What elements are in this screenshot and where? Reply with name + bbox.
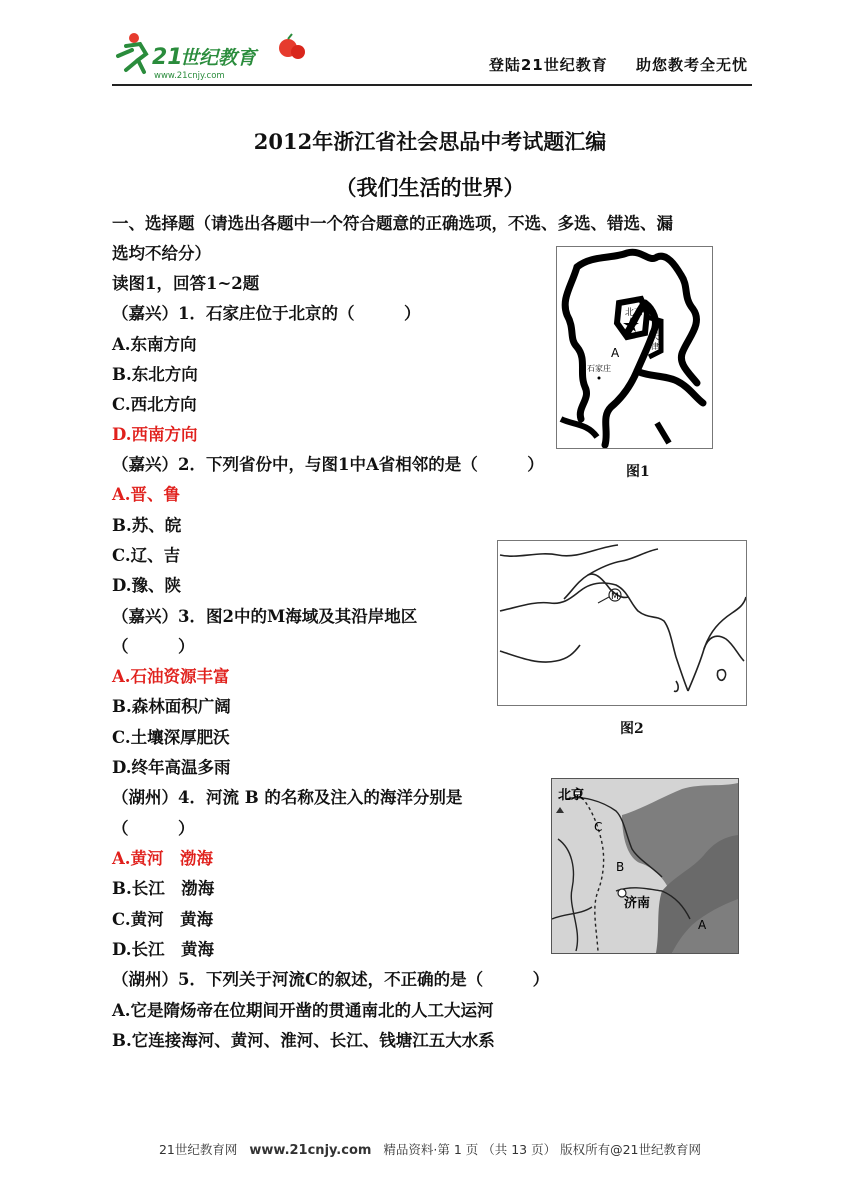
q2-option-a-answer: A.晋、鲁 [112,485,181,504]
q5-option-b: B.它连接海河、黄河、淮河、长江、钱塘江五大水系 [112,1031,495,1050]
page-header [112,30,752,84]
q4-option-d: D.长江 黄海 [112,940,214,959]
document-title: 2012年浙江省社会思品中考试题汇编 [253,129,607,154]
figure-1-map [556,246,713,449]
fig2-label-m-sea: M [611,592,619,602]
question-1-stem: （嘉兴）1．石家庄位于北京的（ ） [112,304,421,323]
footer-site: 21世纪教育网 [158,1142,238,1157]
q4-option-a-answer: A.黄河 渤海 [112,849,214,868]
read-instruction: 读图1，回答1~2题 [112,274,260,293]
fig1-label-tianjin-2: 津 [651,342,659,351]
question-5-stem: （湖州）5．下列关于河流C的叙述，不正确的是（ ） [112,970,550,989]
page-footer [0,1140,860,1158]
q2-option-d: D.豫、陕 [112,576,181,595]
question-2-stem: （嘉兴）2．下列省份中，与图1中A省相邻的是（ ） [112,455,544,474]
q2-option-b: B.苏、皖 [112,516,182,535]
q1-option-c: C.西北方向 [112,395,197,414]
question-3-stem-cont: （ ） [112,637,195,656]
svg-text:21: 21 [152,45,183,70]
q5-option-a: A.它是隋炀帝在位期间开凿的贯通南北的人工大运河 [112,1001,494,1020]
slogan-left: 登陆21世纪教育 [488,56,608,74]
q3-option-a-answer: A.石油资源丰富 [112,667,230,686]
footer-url[interactable]: www.21cnjy.com [249,1143,372,1158]
fig1-label-tianjin-1: 天 [651,332,659,341]
q1-option-b: B.东北方向 [112,365,198,384]
q4-option-c: C.黄河 黄海 [112,910,214,929]
q4-option-b: B.长江 渤海 [112,879,215,898]
q3-option-c: C.土壤深厚肥沃 [112,728,230,747]
figure-3-map [551,778,739,954]
q1-option-d-answer: D.西南方向 [112,425,198,444]
q2-option-c: C.辽、吉 [112,546,181,565]
figure-1-caption: 图1 [626,464,650,480]
svg-text:世纪教育: 世纪教育 [180,47,257,69]
q1-option-a: A.东南方向 [112,335,197,354]
fig3-label-beijing: 北京 [558,788,585,803]
figure-2-caption: 图2 [620,721,644,737]
fig3-label-river-b: B [616,860,625,874]
fig3-label-jinan: 济南 [624,896,651,911]
header-slogan [467,54,748,75]
fig1-label-province-a: A [611,346,620,360]
slogan-right: 助您教考全无忧 [635,56,748,74]
section-heading: 一、选择题（请选出各题中一个符合题意的正确选项，不选、多选、错选、漏 [112,214,673,233]
question-4-stem-cont: （ ） [112,819,195,838]
fig1-label-beijing: 北京 [625,308,644,318]
site-logo [112,30,312,84]
fig3-label-river-c: C [594,820,603,834]
logo-url: www.21cnjy.com [154,71,225,81]
question-3-stem: （嘉兴）3．图2中的M海域及其沿岸地区 [112,607,418,626]
q3-option-b: B.森林面积广阔 [112,697,231,716]
header-divider [112,84,752,86]
fig3-label-sea-a: A [698,918,707,932]
fig1-label-shijiazhuang: 石家庄 [587,364,611,373]
question-4-stem: （湖州）4．河流 B 的名称及注入的海洋分别是 [112,788,463,807]
footer-info: 精品资料·第 1 页 （共 13 页） 版权所有@21世纪教育网 [383,1142,701,1157]
q3-option-d: D.终年高温多雨 [112,758,231,777]
section-heading-cont: 选均不给分） [112,244,211,263]
figure-2-map [497,540,747,706]
document-subtitle: （我们生活的世界） [335,175,525,200]
